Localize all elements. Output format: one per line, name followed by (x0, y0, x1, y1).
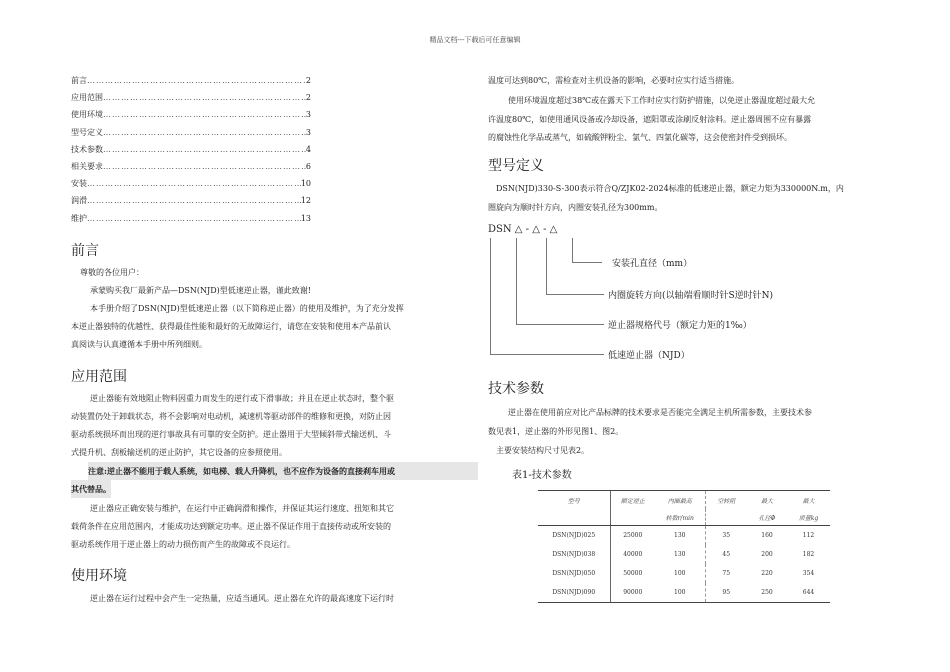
toc-entry-page: 13 (300, 213, 311, 223)
toc-entry-title: 型号定义 (71, 127, 103, 137)
table-header-cell: 转数r/min (655, 509, 705, 526)
table-cell: DSN(NJD)090 (538, 583, 610, 602)
table-cell: 644 (802, 589, 815, 596)
section-title-scope: 应用范围 (71, 369, 127, 385)
table-header-cell: 型号 (538, 491, 610, 509)
section-title-environment: 使用环境 (71, 568, 127, 584)
model-label-size-code: 逆止器规格代号（额定力矩的1‰） (608, 321, 752, 331)
toc-entry-page: 3 (305, 127, 311, 137)
table-row (538, 583, 830, 602)
page-header: 精品文档---下载后可任意编辑 (429, 36, 521, 44)
toc-entry-title: 维护 (71, 213, 87, 223)
toc-leader-dots (87, 179, 301, 189)
toc-entry-page: 2 (305, 93, 311, 103)
model-label-type: 低速逆止器（NJD） (608, 351, 690, 361)
table-cell: 250 (761, 589, 773, 596)
table-header-cell (705, 509, 747, 526)
model-description-line-2: 圈旋向为顺时针方向，内圈安装孔径为300mm。 (488, 203, 663, 212)
table-row (538, 526, 830, 546)
table-cell: 220 (761, 570, 773, 577)
table-header-cell: 空转阻 (717, 497, 736, 505)
scope-line-7: 驱动系统作用于逆止器上的动力损伤而产生的故障或不良运行。 (71, 540, 295, 549)
table-cell: 50000 (623, 570, 643, 577)
section-title-preface: 前言 (71, 243, 99, 259)
table-cell: 112 (802, 532, 815, 539)
tech-table (538, 491, 830, 602)
toc-leader-dots (103, 110, 306, 120)
model-diagram-line (516, 238, 517, 324)
table-cell: 100 (655, 564, 705, 583)
toc-leader-dots (103, 128, 306, 138)
section-title-tech: 技术参数 (488, 381, 544, 397)
table-header-row (538, 491, 830, 509)
tech-table-title: 表1-技术参数 (512, 470, 572, 481)
table-cell: DSN(NJD)050 (538, 564, 610, 583)
table-cell: 100 (655, 583, 705, 602)
table-cell: 25000 (623, 532, 643, 539)
table-cell: 45 (722, 551, 731, 558)
tech-line-1: 逆止器在使用前应对比产品标牌的技术要求是否能完全满足主机所需参数，主要技术参 (508, 408, 812, 417)
scope-line-1: 逆止器能有效地阻止物料因重力而发生的逆行或下滑事故；并且在逆止状态时，整个驱 (90, 394, 394, 403)
toc-entry[interactable] (71, 162, 311, 172)
table-header-cell: 最大 (802, 497, 815, 505)
model-diagram-line (572, 238, 573, 262)
tech-line-3: 主要安装结构尺寸见表2。 (496, 446, 590, 455)
scope-warning-note-line-1: 注意:逆止器不能用于载人系统，如电梯、载人升降机，也不应作为设备的直接刹车用或 (88, 462, 478, 480)
scope-line-6: 载荷条件在应用范围内，才能成功达到额定功率。逆止器不保证作用于直接传动或所安装的 (71, 522, 391, 531)
toc-entry-title: 润滑 (71, 196, 87, 206)
toc-leader-dots (103, 145, 306, 155)
environment-continued-line-4: 的腐蚀性化学品或蒸气，如硫酸钾粉尘、氯气、四氯化碳等，这会使密封件受到损坏。 (488, 133, 792, 142)
table-cell: 95 (722, 589, 731, 596)
scope-warning-note-line-2: 其代替品。 (71, 480, 111, 498)
toc-leader-dots (103, 93, 306, 103)
toc-entry[interactable] (71, 145, 311, 155)
table-cell: DSN(NJD)038 (538, 545, 610, 564)
tech-line-2: 数见表1，逆止器的外形见图1、图2。 (488, 427, 624, 436)
model-diagram-line (572, 262, 602, 263)
toc-entry-title: 安装 (71, 179, 87, 189)
model-diagram-line (490, 238, 491, 354)
toc-entry[interactable] (71, 93, 311, 103)
model-diagram-line (516, 324, 604, 325)
toc-entry[interactable] (71, 214, 311, 224)
toc-entry-title: 使用环境 (71, 110, 103, 120)
scope-line-3: 驱动系统损坏而出现的逆行事故具有可靠的安全防护。逆止器用于大型倾斜带式输送机、斗 (71, 430, 391, 439)
table-cell: 35 (722, 532, 731, 539)
table-cell: 354 (802, 570, 815, 577)
toc-entry-title: 相关要求 (71, 162, 103, 171)
table-cell: 75 (722, 570, 731, 577)
table-cell: 40000 (623, 551, 643, 558)
toc-entry-page: 2 (305, 76, 311, 85)
preface-paragraph-2-line-1: 本手册介绍了DSN(NJD)型低速逆止器（以下简称逆止器）的使用及维护，为了充分发挥 (90, 304, 404, 313)
scope-line-2: 动装置仍处于卸载状态，将不会影响对电动机，减速机等驱动部件的维修和更换，对防止因 (71, 412, 391, 421)
preface-paragraph-2-line-2: 本逆止器独特的优越性、获得最佳性能和最好的无故障运行，请您在安装和使用本产品前认 (71, 322, 391, 331)
toc-entry-title: 技术参数 (71, 144, 103, 154)
toc-entry[interactable] (71, 76, 311, 86)
toc-entry[interactable] (71, 179, 311, 189)
table-cell: DSN(NJD)025 (538, 526, 610, 546)
toc-entry-page: 10 (300, 179, 311, 189)
toc-entry[interactable] (71, 110, 311, 120)
toc-leader-dots (103, 162, 306, 172)
table-header-cell: 最大 (760, 497, 773, 505)
table-header-row (538, 509, 830, 526)
preface-paragraph-1: 承蒙购买我厂最新产品—DSN(NJD)型低速逆止器，谨此致谢! (90, 286, 311, 295)
preface-greeting: 尊敬的各位用户： (80, 268, 144, 277)
table-header-cell: 内圈最高 (655, 491, 705, 509)
model-diagram-line (490, 354, 604, 355)
scope-line-5: 逆止器应正确安装与维护，在运行中正确润滑和操作，并保证其运行速度、扭矩和其它 (90, 504, 394, 513)
toc-leader-dots (87, 214, 301, 224)
table-cell: 182 (802, 551, 815, 558)
toc-leader-dots (87, 196, 301, 206)
environment-continued-line-3: 许温度80℃，如使用通风设备或冷却设备，遮阳罩或涂刷反射涂料。逆止器周围不应有暴露 (488, 115, 812, 124)
table-cell: 130 (655, 526, 705, 546)
table-header-cell: 额定逆止 (620, 497, 645, 505)
toc-entry-page: 6 (305, 162, 311, 171)
table-cell: 90000 (623, 589, 643, 596)
model-label-bore-diameter: 安装孔直径（mm） (612, 259, 693, 269)
toc-leader-dots (87, 76, 306, 86)
table-header-cell: 质量kg (787, 509, 830, 526)
toc-entry[interactable] (71, 196, 311, 206)
toc-entry[interactable] (71, 128, 311, 138)
scope-line-4: 式提升机、刮板输送机的逆止防护，其它设备的应参照使用。 (71, 448, 287, 457)
model-label-rotation-direction: 内圈旋转方向(以轴端看顺时针S逆时针N) (608, 291, 774, 301)
table-header-cell (538, 509, 610, 526)
model-diagram-line (546, 238, 547, 294)
environment-continued-line-2: 使用环境温度超过38℃或在露天下工作时应实行防护措施，以免逆止器温度超过最大允 (508, 96, 816, 105)
table-row (538, 564, 830, 583)
toc-entry-page: 12 (300, 196, 311, 206)
model-description-line-1: DSN(NJD)330-S-300表示符合Q/ZJK02-2024标准的低速逆止器，额定力矩为330000N.m，内 (496, 184, 844, 193)
toc-entry-title: 应用范围 (71, 93, 103, 103)
toc-entry-title: 前言 (71, 76, 87, 85)
model-diagram-line (546, 294, 604, 295)
table-header-cell: 孔径Φ (747, 509, 787, 526)
toc-entry-page: 3 (305, 110, 311, 120)
preface-paragraph-2-line-3: 真阅读与认真遵循本手册中所列细则。 (71, 340, 207, 349)
model-code: DSN △ - △ - △ (488, 224, 558, 235)
table-header-cell (610, 509, 655, 526)
table-row (538, 545, 830, 564)
environment-continued-line-1: 温度可达到80℃，需检查对主机设备的影响，必要时应实行适当措施。 (488, 76, 740, 85)
tech-table-container (538, 490, 830, 603)
table-cell: 130 (655, 545, 705, 564)
section-title-model: 型号定义 (488, 158, 544, 174)
table-cell: 200 (761, 551, 773, 558)
environment-line-1: 逆止器在运行过程中会产生一定热量，应适当通风。逆止器在允许的最高速度下运行时 (90, 594, 394, 603)
toc-entry-page: 4 (305, 144, 311, 154)
table-cell: 160 (761, 532, 773, 539)
